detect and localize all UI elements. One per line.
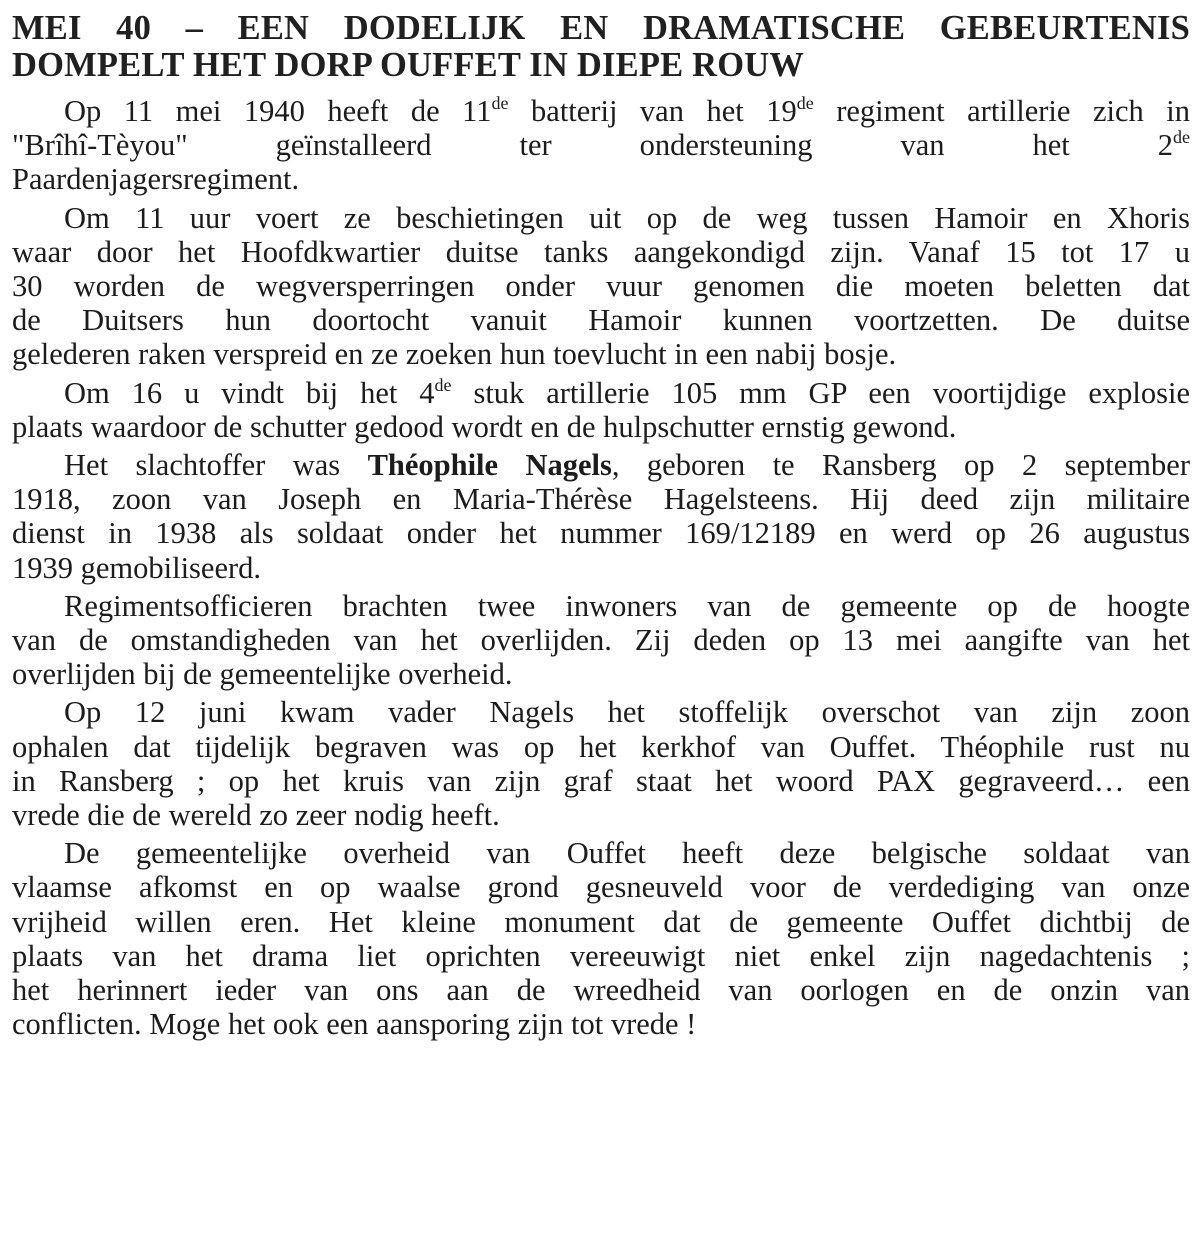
text-line: gelederen raken verspreid en ze zoeken hun toevlucht in een nabij bosje. (12, 337, 897, 372)
ordinal-suffix: de (491, 93, 509, 113)
paragraph-p2 (12, 201, 1190, 372)
text-line: Op 12 juni kwam vader Nagels het stoffelijk overschot van zijn zoon (64, 695, 1190, 730)
text-line: overlijden bij de gemeentelijke overheid. (12, 657, 513, 692)
text-line: van de omstandigheden van het overlijden. Zij deden op 13 mei aangifte van het (12, 623, 1190, 658)
text-line: 1918, zoon van Joseph en Maria-Thérèse Hagelsteens. Hij deed zijn militaire (12, 482, 1190, 517)
text-line: Om 16 u vindt bij het 4de stuk artillerie 105 mm GP een voortijdige explosie (64, 374, 1190, 410)
paragraph-p7 (12, 836, 1190, 1041)
text-line: vrijheid willen eren. Het kleine monument dat de gemeente Ouffet dichtbij de (12, 904, 1190, 939)
article-body (12, 94, 1190, 1041)
text-line: conflicten. Moge het ook een aansporing zijn tot vrede ! (12, 1007, 697, 1042)
text-line: Paardenjagersregiment. (12, 162, 300, 197)
text-line: Op 11 mei 1940 heeft de 11de batterij van het 19de regiment artillerie zich in (64, 93, 1190, 128)
text-line: in Ransberg ; op het kruis van zijn graf staat het woord PAX gegraveerd… een (12, 763, 1190, 798)
text-line: Om 11 uur voert ze beschietingen uit op de weg tussen Hamoir en Xhoris (64, 200, 1190, 235)
paragraph-p3 (12, 376, 1190, 444)
ordinal-suffix: de (1173, 127, 1190, 148)
article-title (12, 10, 1190, 84)
person-name: Théophile Nagels (367, 448, 612, 483)
title-line: DOMPELT HET DORP OUFFET IN DIEPE ROUW (12, 46, 805, 84)
ordinal-suffix: de (434, 374, 452, 395)
text-line: dienst in 1938 als soldaat onder het nummer 169/12189 en werd op 26 augustus (12, 516, 1190, 551)
text-line: 30 worden de wegversperringen onder vuur genomen die moeten beletten dat (12, 269, 1190, 304)
text-line: plaats waardoor de schutter gedood wordt en de hulpschutter ernstig gewond. (12, 409, 957, 444)
text-line: 1939 gemobiliseerd. (12, 550, 262, 585)
text-line: Het slachtoffer was Théophile Nagels, geboren te Ransberg op 2 september (64, 448, 1190, 483)
paragraph-p4 (12, 448, 1190, 585)
ordinal-suffix: de (796, 93, 814, 113)
text-line: De gemeentelijke overheid van Ouffet heeft deze belgische soldaat van (64, 836, 1190, 871)
text-line: het herinnert ieder van ons aan de wreedheid van oorlogen en de onzin van (12, 973, 1190, 1008)
text-line: waar door het Hoofdkwartier duitse tanks aangekondigd zijn. Vanaf 15 tot 17 u (12, 234, 1190, 269)
text-line: plaats van het drama liet oprichten vereeuwigt niet enkel zijn nagedachtenis ; (12, 938, 1190, 973)
paragraph-p6 (12, 695, 1190, 832)
text-line: de Duitsers hun doortocht vanuit Hamoir kunnen voortzetten. De duitse (12, 303, 1190, 338)
text-line: ophalen dat tijdelijk begraven was op het kerkhof van Ouffet. Théophile rust nu (12, 729, 1190, 764)
text-line: vrede die de wereld zo zeer nodig heeft. (12, 798, 500, 833)
document-page (12, 10, 1190, 1045)
text-line: Regimentsofficieren brachten twee inwoners van de gemeente op de hoogte (64, 588, 1190, 623)
paragraph-p1 (12, 94, 1190, 197)
paragraph-p5 (12, 589, 1190, 692)
text-line: "Brîhî-Tèyou" geïnstalleerd ter ondersteuning van het 2de (12, 127, 1190, 163)
title-line: MEI 40 – EEN DODELIJK EN DRAMATISCHE GEBEURTENIS (12, 9, 1190, 47)
text-line: vlaamse afkomst en op waalse grond gesneuveld voor de verdediging van onze (12, 870, 1190, 905)
